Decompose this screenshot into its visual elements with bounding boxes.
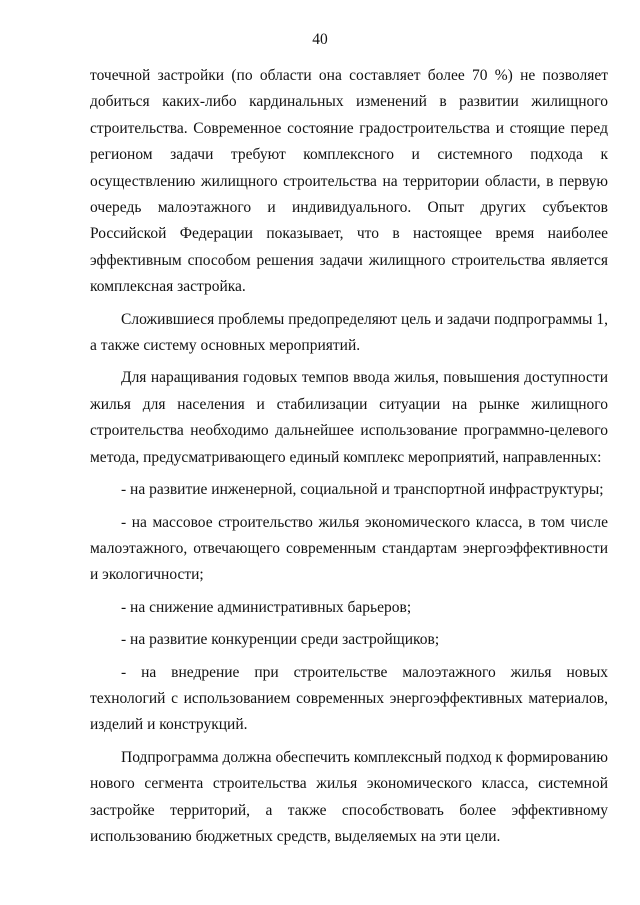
paragraph-conclusion: Подпрограмма должна обеспечить комплексный подход к формированию нового сегмента строительства жилья экономического класса, системной застройке территорий, а также способствовать более эффективному использованию бюджетных средств, выделяемых на эти цели.	[90, 748, 608, 845]
list-item-admin-barriers: - на снижение административных барьеров;	[121, 598, 412, 616]
paragraph-measures-intro: Для наращивания годовых темпов ввода жилья, повышения доступности жилья для населения и стабилизации ситуации на рынке жилищного строительства необходимо дальнейшее использование программно-целевого метода, предусматривающего единый комплекс мероприятий, направленных:	[90, 369, 608, 466]
paragraph-continuation: точечной застройки (по области она составляет более 70 %) не позволяет добиться каких-либо кардинальных изменений в развитии жилищного строительства. Современное состояние градостроительства и стоящие перед регионом задачи требуют комплексного и системного подхода к осуществлению жилищного строительства на территории области, в первую очередь малоэтажного и индивидуального. Опыт других субъектов Российской Федерации показывает, что в настоящее время наиболее эффективным способом решения задачи жилищного строительства является комплексная застройка.	[90, 67, 608, 296]
body-text	[90, 63, 608, 850]
list-item-technologies: - на внедрение при строительстве малоэтажного жилья новых технологий с использованием современных энергоэффективных материалов, изделий и конструкций.	[90, 663, 608, 734]
list-item-infrastructure: - на развитие инженерной, социальной и транспортной инфраструктуры;	[121, 481, 604, 499]
paragraph-problems: Сложившиеся проблемы предопределяют цель и задачи подпрограммы 1, а также систему основных мероприятий.	[90, 310, 608, 355]
list-item-economy-housing: - на массовое строительство жилья экономического класса, в том числе малоэтажного, отвечающего современным стандартам энергоэффективности и экологичности;	[90, 513, 608, 584]
page-number: 40	[312, 31, 328, 48]
list-item-competition: - на развитие конкуренции среди застройщиков;	[121, 631, 440, 649]
